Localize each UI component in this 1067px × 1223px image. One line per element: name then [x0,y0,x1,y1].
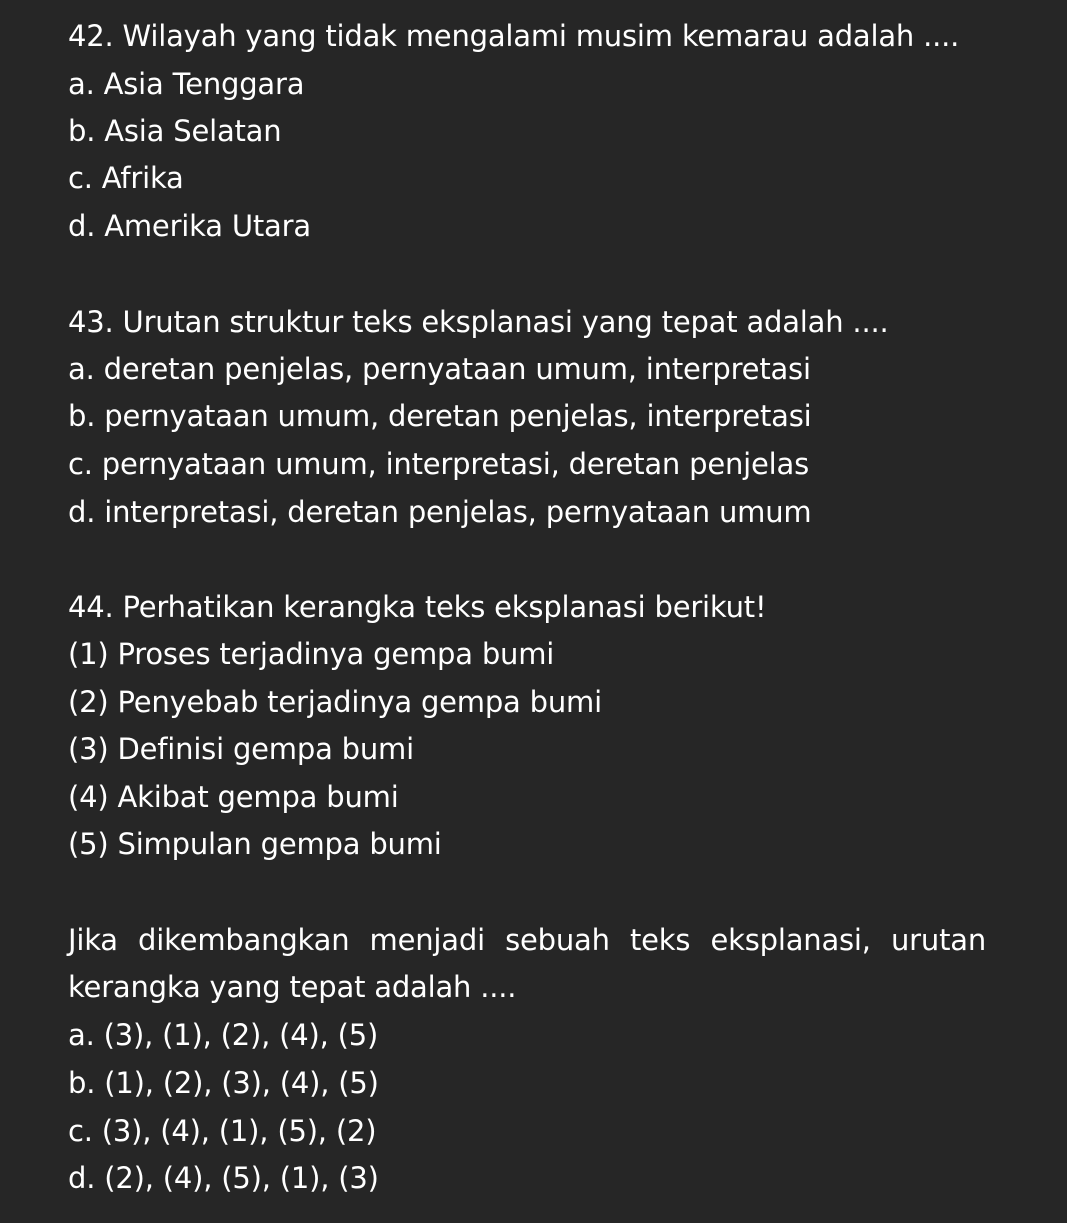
question-42-option-c: c. Afrika [68,161,184,195]
outline-item-3: (3) Definisi gempa bumi [68,732,414,766]
question-43-option-c: c. pernyataan umum, interpretasi, deretan penjelas [68,447,809,481]
outline-item-5: (5) Simpulan gempa bumi [68,827,442,861]
question-42-option-d: d. Amerika Utara [68,209,311,243]
question-44-prompt-line-1: Jika dikembangkan menjadi sebuah teks eksplanasi, urutan [68,923,986,957]
question-44-option-d: d. (2), (4), (5), (1), (3) [68,1161,379,1195]
question-43-text: 43. Urutan struktur teks eksplanasi yang tepat adalah .... [68,305,889,339]
question-42-option-a: a. Asia Tenggara [68,67,305,101]
question-44-text: 44. Perhatikan kerangka teks eksplanasi berikut! [68,590,767,624]
question-44-option-b: b. (1), (2), (3), (4), (5) [68,1066,379,1100]
question-43-option-d: d. interpretasi, deretan penjelas, pernyataan umum [68,495,812,529]
question-42-text: 42. Wilayah yang tidak mengalami musim kemarau adalah .... [68,19,960,53]
outline-item-4: (4) Akibat gempa bumi [68,780,399,814]
outline-item-1: (1) Proses terjadinya gempa bumi [68,637,555,671]
question-44-prompt-line-2: kerangka yang tepat adalah .... [68,970,517,1004]
question-42-option-b: b. Asia Selatan [68,114,282,148]
question-44-option-a: a. (3), (1), (2), (4), (5) [68,1018,379,1052]
question-44-option-c: c. (3), (4), (1), (5), (2) [68,1114,377,1148]
outline-item-2: (2) Penyebab terjadinya gempa bumi [68,685,602,719]
question-43-option-b: b. pernyataan umum, deretan penjelas, interpretasi [68,399,812,433]
question-43-option-a: a. deretan penjelas, pernyataan umum, interpretasi [68,352,811,386]
